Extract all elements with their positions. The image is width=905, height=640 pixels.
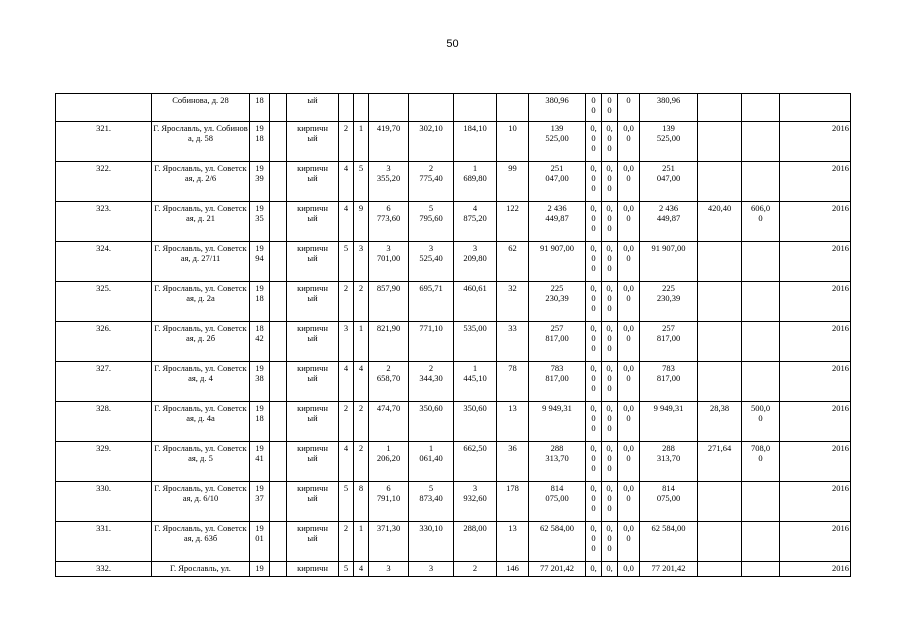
table-cell: 0,0 0	[618, 282, 640, 322]
table-row	[56, 282, 851, 322]
table-cell: 2 436 449,87	[640, 202, 698, 242]
table-cell: Г. Ярославль, ул.	[152, 562, 250, 577]
table-cell	[56, 94, 152, 122]
table-cell: 3 932,60	[454, 482, 497, 522]
table-cell: Г. Ярославль, ул. Советская, д. 4а	[152, 402, 250, 442]
table-cell: 1 689,80	[454, 162, 497, 202]
table-cell: 13	[497, 402, 529, 442]
table-cell	[270, 482, 287, 522]
table-cell: 1 206,20	[369, 442, 409, 482]
table-cell	[698, 162, 742, 202]
table-cell: 0, 0 0	[586, 402, 602, 442]
table-cell: 330,10	[409, 522, 454, 562]
table-cell: 0, 0 0	[602, 162, 618, 202]
table-cell: 2 344,30	[409, 362, 454, 402]
table-cell	[270, 522, 287, 562]
table-cell: кирпичн ый	[287, 162, 339, 202]
table-cell: 326.	[56, 322, 152, 362]
table-cell	[270, 94, 287, 122]
table-cell: 420,40	[698, 202, 742, 242]
table-cell: 19 37	[250, 482, 270, 522]
table-cell: 91 907,00	[529, 242, 586, 282]
table-cell: 5	[339, 242, 354, 282]
table-cell: 271,64	[698, 442, 742, 482]
table-cell: 321.	[56, 122, 152, 162]
table-cell: 0,0 0	[618, 442, 640, 482]
table-cell: 606,0 0	[742, 202, 780, 242]
table-cell: 1	[354, 522, 369, 562]
table-cell: 225 230,39	[640, 282, 698, 322]
table-cell: 814 075,00	[640, 482, 698, 522]
table-cell: 0,	[586, 562, 602, 577]
table-cell: 0, 0 0	[586, 482, 602, 522]
table-cell: 2016	[780, 442, 851, 482]
table-cell: 2	[339, 522, 354, 562]
table-cell	[698, 282, 742, 322]
table-cell: 4	[339, 442, 354, 482]
table-cell	[270, 322, 287, 362]
table-cell: 0, 0 0	[586, 362, 602, 402]
table-cell	[742, 362, 780, 402]
table-cell: 3	[339, 322, 354, 362]
table-cell: 324.	[56, 242, 152, 282]
table-cell: Г. Ярославль, ул. Советская, д. 63б	[152, 522, 250, 562]
table-cell	[339, 94, 354, 122]
table-cell: 19	[250, 562, 270, 577]
table-cell: 0, 0 0	[602, 282, 618, 322]
table-row	[56, 562, 851, 577]
table-cell: 251 047,00	[640, 162, 698, 202]
table-cell: 2016	[780, 362, 851, 402]
table-row	[56, 242, 851, 282]
table-cell: 2 436 449,87	[529, 202, 586, 242]
table-cell: 33	[497, 322, 529, 362]
table-cell: Г. Ярославль, ул. Советская, д. 27/11	[152, 242, 250, 282]
table-cell: 0,0 0	[618, 242, 640, 282]
table-cell: 2016	[780, 482, 851, 522]
table-cell	[742, 94, 780, 122]
table-cell: 0, 0 0	[586, 282, 602, 322]
table-cell: 0, 0 0	[602, 122, 618, 162]
table-cell: 13	[497, 522, 529, 562]
table-cell: 139 525,00	[529, 122, 586, 162]
table-cell: 78	[497, 362, 529, 402]
table-cell: 330.	[56, 482, 152, 522]
table-cell: 0 0	[602, 94, 618, 122]
table-row	[56, 402, 851, 442]
table-cell: 19 94	[250, 242, 270, 282]
table-row	[56, 522, 851, 562]
table-cell: 821,90	[369, 322, 409, 362]
table-cell: 0, 0 0	[586, 162, 602, 202]
table-cell: 0,0 0	[618, 522, 640, 562]
table-cell: 0, 0 0	[586, 442, 602, 482]
table-cell	[698, 482, 742, 522]
table-cell: 0, 0 0	[586, 122, 602, 162]
page-number: 50	[446, 38, 459, 50]
table-cell: кирпичн ый	[287, 402, 339, 442]
table-cell: 2016	[780, 562, 851, 577]
table-cell: Г. Ярославль, ул. Собинова, д. 58	[152, 122, 250, 162]
table-cell: 0,0	[618, 562, 640, 577]
table-cell: Г. Ярославль, ул. Советская, д. 5	[152, 442, 250, 482]
table-cell: 2016	[780, 122, 851, 162]
table-cell: кирпичн	[287, 562, 339, 577]
table-cell	[270, 562, 287, 577]
table-cell: 2 658,70	[369, 362, 409, 402]
table-cell: 122	[497, 202, 529, 242]
table-cell	[369, 94, 409, 122]
table-cell: 146	[497, 562, 529, 577]
table-cell: 2016	[780, 202, 851, 242]
table-cell: 5	[339, 562, 354, 577]
table-row	[56, 202, 851, 242]
table-cell: 19 18	[250, 122, 270, 162]
table-cell: 3	[369, 562, 409, 577]
table-cell: 2	[339, 122, 354, 162]
table-cell	[270, 202, 287, 242]
table-cell: 325.	[56, 282, 152, 322]
table-cell: 0, 0 0	[602, 482, 618, 522]
table-cell: 6 773,60	[369, 202, 409, 242]
table-cell: Г. Ярославль, ул. Советская, д. 2б	[152, 322, 250, 362]
table-cell: 225 230,39	[529, 282, 586, 322]
table-row	[56, 162, 851, 202]
table-cell	[698, 122, 742, 162]
table-cell	[270, 402, 287, 442]
table-cell: 2	[339, 402, 354, 442]
table-cell: 18	[250, 94, 270, 122]
table-cell: 0, 0 0	[586, 242, 602, 282]
table-cell: кирпичн ый	[287, 202, 339, 242]
table-cell: 99	[497, 162, 529, 202]
table-cell	[270, 442, 287, 482]
table-cell	[698, 242, 742, 282]
table-cell: 19 01	[250, 522, 270, 562]
table-cell: 19 39	[250, 162, 270, 202]
table-cell: 251 047,00	[529, 162, 586, 202]
table-cell: 77 201,42	[529, 562, 586, 577]
table-cell: 1	[354, 322, 369, 362]
table-cell: 9 949,31	[529, 402, 586, 442]
table-cell: 5 795,60	[409, 202, 454, 242]
table-cell: 62 584,00	[640, 522, 698, 562]
table-cell: 1 445,10	[454, 362, 497, 402]
table-cell: 19 38	[250, 362, 270, 402]
table-cell: 288,00	[454, 522, 497, 562]
table-cell: 2	[339, 282, 354, 322]
table-cell: 0,	[602, 562, 618, 577]
table-cell	[742, 162, 780, 202]
table-cell: 62	[497, 242, 529, 282]
table-cell	[742, 242, 780, 282]
table-row	[56, 442, 851, 482]
table-cell: 0, 0 0	[586, 322, 602, 362]
table-cell	[454, 94, 497, 122]
table-cell: 0, 0 0	[602, 242, 618, 282]
table-cell: Г. Ярославль, ул. Советская, д. 2/6	[152, 162, 250, 202]
table-cell: кирпичн ый	[287, 522, 339, 562]
table-cell: 350,60	[454, 402, 497, 442]
table-cell	[742, 482, 780, 522]
table-cell: 3 701,00	[369, 242, 409, 282]
table-cell: 184,10	[454, 122, 497, 162]
table-cell	[270, 242, 287, 282]
table-cell: 0, 0 0	[602, 202, 618, 242]
table-cell: 0,0 0	[618, 202, 640, 242]
housing-register-table	[55, 93, 851, 577]
table-cell: 0, 0 0	[602, 522, 618, 562]
table-cell	[698, 362, 742, 402]
table-cell: 0,0 0	[618, 162, 640, 202]
table-cell: 139 525,00	[640, 122, 698, 162]
table-cell: Г. Ярославль, ул. Советская, д. 2а	[152, 282, 250, 322]
table-cell: Собинова, д. 28	[152, 94, 250, 122]
table-cell: 0	[618, 94, 640, 122]
table-cell: 2 775,40	[409, 162, 454, 202]
table-cell: 1	[354, 122, 369, 162]
table-cell: 327.	[56, 362, 152, 402]
table-cell: 288 313,70	[640, 442, 698, 482]
table-cell: 708,0 0	[742, 442, 780, 482]
table-cell: Г. Ярославль, ул. Советская, д. 4	[152, 362, 250, 402]
table-cell: 8	[354, 482, 369, 522]
table-cell: 257 817,00	[640, 322, 698, 362]
table-cell: 77 201,42	[640, 562, 698, 577]
table-cell	[742, 562, 780, 577]
table-cell: 0, 0 0	[586, 202, 602, 242]
table-cell: 0, 0 0	[602, 442, 618, 482]
table-cell: 3 525,40	[409, 242, 454, 282]
table-cell	[354, 94, 369, 122]
table-cell: 2016	[780, 282, 851, 322]
table-cell: 0,0 0	[618, 482, 640, 522]
table-cell: 0,0 0	[618, 362, 640, 402]
table-cell: 371,30	[369, 522, 409, 562]
table-cell	[270, 162, 287, 202]
table-cell	[742, 282, 780, 322]
table-cell: кирпичн ый	[287, 322, 339, 362]
table-cell: 4	[354, 562, 369, 577]
table-cell: 0, 0 0	[602, 322, 618, 362]
table-cell: 6 791,10	[369, 482, 409, 522]
table-row	[56, 122, 851, 162]
table-cell: 328.	[56, 402, 152, 442]
table-cell: 32	[497, 282, 529, 322]
table-cell	[497, 94, 529, 122]
table-cell: 288 313,70	[529, 442, 586, 482]
table-cell: Г. Ярославль, ул. Советская, д. 6/10	[152, 482, 250, 522]
table-cell: 18 42	[250, 322, 270, 362]
table-cell: 257 817,00	[529, 322, 586, 362]
table-cell: 4	[354, 362, 369, 402]
table-cell: 36	[497, 442, 529, 482]
table-cell: 91 907,00	[640, 242, 698, 282]
table-cell: 0, 0 0	[602, 362, 618, 402]
table-cell: 0 0	[586, 94, 602, 122]
table-cell	[698, 562, 742, 577]
table-cell: 2	[454, 562, 497, 577]
table-cell: 4	[339, 362, 354, 402]
table-cell: 783 817,00	[529, 362, 586, 402]
table-cell: кирпичн ый	[287, 282, 339, 322]
table-row	[56, 94, 851, 122]
table-row	[56, 322, 851, 362]
table-cell: 0,0 0	[618, 322, 640, 362]
table-cell: 419,70	[369, 122, 409, 162]
table-cell: 178	[497, 482, 529, 522]
table-cell	[742, 322, 780, 362]
table-cell	[698, 522, 742, 562]
table-cell: 380,96	[529, 94, 586, 122]
table-cell: 2016	[780, 162, 851, 202]
table-cell: 2016	[780, 402, 851, 442]
table-cell: 2	[354, 402, 369, 442]
table-row	[56, 482, 851, 522]
table-cell: 19 18	[250, 282, 270, 322]
table-cell: 19 18	[250, 402, 270, 442]
table-cell: 857,90	[369, 282, 409, 322]
table-cell: 5	[339, 482, 354, 522]
table-cell: кирпичн ый	[287, 242, 339, 282]
table-cell: кирпичн ый	[287, 362, 339, 402]
table-cell	[270, 122, 287, 162]
table-cell	[270, 362, 287, 402]
table-cell: 771,10	[409, 322, 454, 362]
table-cell: ый	[287, 94, 339, 122]
table-cell: 302,10	[409, 122, 454, 162]
table-cell: 3	[354, 242, 369, 282]
table-cell: 0, 0 0	[602, 402, 618, 442]
table-cell: 460,61	[454, 282, 497, 322]
table-cell: 1 061,40	[409, 442, 454, 482]
table-cell: 28,38	[698, 402, 742, 442]
table-cell: 2016	[780, 522, 851, 562]
table-cell: 19 35	[250, 202, 270, 242]
table-cell: 474,70	[369, 402, 409, 442]
table-cell: 9	[354, 202, 369, 242]
table-cell: 322.	[56, 162, 152, 202]
table-cell	[409, 94, 454, 122]
table-cell: 350,60	[409, 402, 454, 442]
table-cell: кирпичн ый	[287, 442, 339, 482]
table-cell: 3	[409, 562, 454, 577]
table-cell: 10	[497, 122, 529, 162]
table-row	[56, 362, 851, 402]
table-cell	[742, 122, 780, 162]
table-cell: 2016	[780, 322, 851, 362]
table-cell: 62 584,00	[529, 522, 586, 562]
table-cell: 814 075,00	[529, 482, 586, 522]
table-cell: 695,71	[409, 282, 454, 322]
table-cell: 5	[354, 162, 369, 202]
table-cell: 500,0 0	[742, 402, 780, 442]
table-cell: 535,00	[454, 322, 497, 362]
table-cell: 2016	[780, 242, 851, 282]
table-cell: 662,50	[454, 442, 497, 482]
table-cell: 0, 0 0	[586, 522, 602, 562]
table-cell: 783 817,00	[640, 362, 698, 402]
table-cell	[698, 322, 742, 362]
table-cell: 323.	[56, 202, 152, 242]
table-cell	[742, 522, 780, 562]
table-cell: кирпичн ый	[287, 482, 339, 522]
table-cell: 4 875,20	[454, 202, 497, 242]
table-body	[56, 94, 851, 577]
table-cell	[270, 282, 287, 322]
table-cell: 332.	[56, 562, 152, 577]
table-cell: 3 355,20	[369, 162, 409, 202]
table-cell: 3 209,80	[454, 242, 497, 282]
table-cell: кирпичн ый	[287, 122, 339, 162]
table-cell: 4	[339, 202, 354, 242]
table-cell: Г. Ярославль, ул. Советская, д. 21	[152, 202, 250, 242]
table-cell: 0,0 0	[618, 122, 640, 162]
table-cell: 2	[354, 442, 369, 482]
table-cell: 19 41	[250, 442, 270, 482]
table-cell: 0,0 0	[618, 402, 640, 442]
table-cell: 9 949,31	[640, 402, 698, 442]
table-cell: 329.	[56, 442, 152, 482]
table-cell	[780, 94, 851, 122]
table-cell: 4	[339, 162, 354, 202]
table-cell: 380,96	[640, 94, 698, 122]
table-cell	[698, 94, 742, 122]
table-cell: 2	[354, 282, 369, 322]
table-cell: 5 873,40	[409, 482, 454, 522]
table-cell: 331.	[56, 522, 152, 562]
